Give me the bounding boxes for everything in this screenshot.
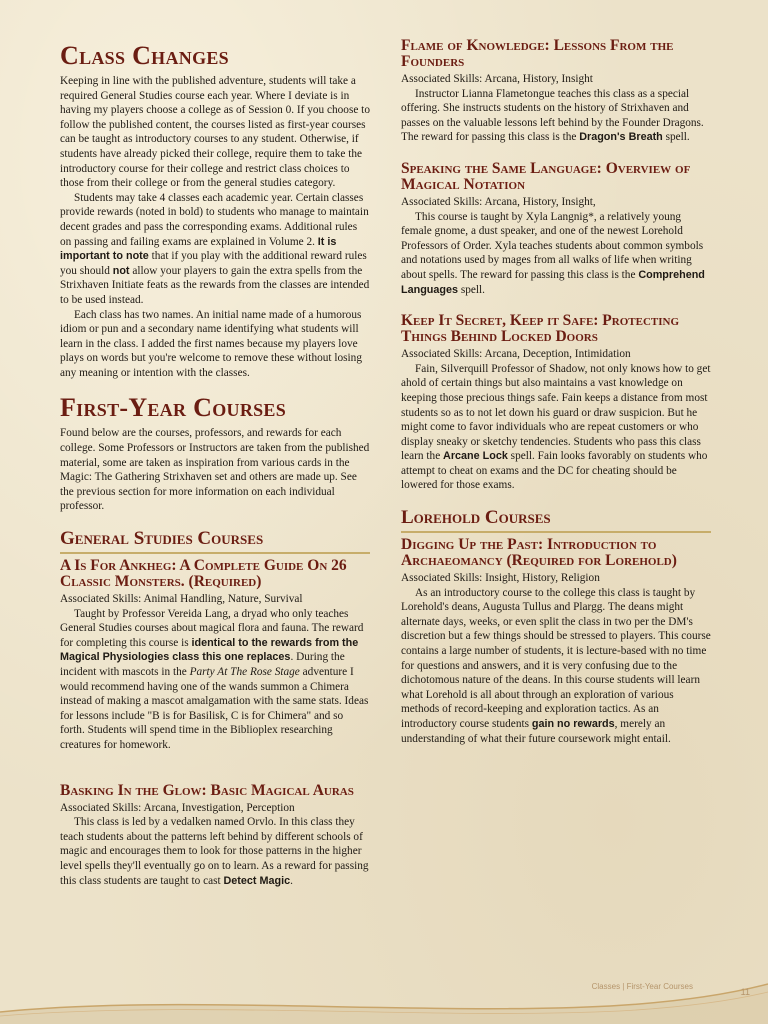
speaking-description: This course is taught by Xyla Langnig*, a relatively young female gnome, a dust speaker, and one of the newest Lorehold Professors of Order. Xyla teaches students about common symbols and notations used by mages from all walks of life when writing about spells. The reward for passing this class is the Comprehend Languages spell. <box>401 210 705 296</box>
flame-skills: Associated Skills: Arcana, History, Insight <box>401 73 593 85</box>
class-changes-paragraph-1: Keeping in line with the published adventure, students will take a required General Studies course each year. Where I deviate is in having my players choose a college as of Session 0. If you choose to follow the published content, the courses listed as first-year courses can be taught as introductory courses to any student. Otherwise, if students have already picked their college, require them to take the introductory course for their college and restrict class choices to those from their college or from the general studies category. <box>60 75 370 190</box>
digging-description: As an introductory course to the college this class is taught by Lorehold's deans, Augusta Tullus and Plargg. The deans might alternate days, weeks, or even split the class in two per the DM's discretion but a few things should be stressed to players. This course contains a large number of students, it is lecture-based with no time for questions and answers, and it is very confusing due to the dichotomous nature of the deans. In this course students will learn what Lorehold is all about through an exploration of various methods of record-keeping and exploration tactics. As an introductory course students gain no rewards, merely an understanding of what their future coursework might entail. <box>401 586 711 745</box>
right-column <box>401 38 711 746</box>
first-year-paragraph: Found below are the courses, professors, and rewards for each college. Some Professors or Instructors are taken from the published material, some are taken as inspiration from various cards in the Magic: The Gathering Strixhaven set and others are made up. See the previous section for more information on each individual professor. <box>60 427 370 513</box>
party-rose-stage-italic: Party At The Rose Stage <box>189 666 300 678</box>
footer-section-label: Classes | First-Year Courses <box>591 982 693 991</box>
flame-course-title: Flame of Knowledge: Lessons From the Founders <box>401 37 674 70</box>
general-studies-heading: General Studies Courses <box>60 528 370 554</box>
class-changes-paragraph-3: Each class has two names. An initial name made of a humorous idiom or pun and a secondary name identifying what students will learn in the class. I added the first names because my players love plays on words but you're welcome to remove these without losing any meaning or intention with the classes. <box>60 308 362 379</box>
secret-course-title: Keep It Secret, Keep it Safe: Protecting Things Behind Locked Doors <box>401 312 680 346</box>
digging-course-title: Digging Up the Past: Introduction to Archaeomancy (Required for Lorehold) <box>401 536 677 570</box>
digging-skills: Associated Skills: Insight, History, Religion <box>401 572 600 585</box>
flame-description: Instructor Lianna Flametongue teaches this class as a special offering. She instructs students on the history of Strixhaven and passes on the valuable lessons left behind by the Founder Dragons. The reward for passing this class is the Dragon's Breath spell. <box>401 87 704 144</box>
secret-skills: Associated Skills: Arcana, Deception, Intimidation <box>401 348 631 361</box>
first-year-courses-heading: First-Year Courses <box>60 393 287 423</box>
class-changes-heading: Class Changes <box>60 41 229 70</box>
basking-course-title: Basking In the Glow: Basic Magical Auras <box>60 781 354 799</box>
dragons-breath-bold: Dragon's Breath <box>579 131 663 144</box>
speaking-course-title: Speaking the Same Language: Overview of Magical Notation <box>401 159 691 193</box>
gain-no-rewards-bold: gain no rewards <box>531 718 615 730</box>
left-column <box>60 42 370 888</box>
detect-magic-bold: Detect Magic <box>223 874 291 887</box>
ankheg-course-title: A Is For Ankheg: A Complete Guide On 26 Classic Monsters. (Required) <box>60 557 347 591</box>
page-number: 11 <box>740 987 750 997</box>
ankheg-description: Taught by Professor Vereida Lang, a dryad who only teaches General Studies courses about magical flora and fauna. The reward for completing this course is identical to the rewards from the Magical Physiologies class this one replaces. During the incident with mascots in the Party At The Rose Stage adventure I would recommend having one of the wands summon a Chimera instead of making a mascot amalgamation with the same stats. Ideas for lessons include "B is for Basilisk, C is for Chimera" and so forth. Students will spend time in the Biblioplex researching creatures for homework. <box>60 607 369 751</box>
speaking-skills: Associated Skills: Arcana, History, Insight, <box>401 195 596 208</box>
ankheg-reward-bold: identical to the rewards from the Magical Physiologies class this one replaces <box>60 636 359 664</box>
lorehold-courses-heading: Lorehold Courses <box>401 507 711 533</box>
not-bold: not <box>112 264 130 277</box>
basking-skills: Associated Skills: Arcana, Investigation, Perception <box>60 801 295 814</box>
secret-description: Fain, Silverquill Professor of Shadow, not only knows how to get ahold of certain things but also maintains a vast knowledge on keeping those precious things safe. Fain keeps a distance from most students so as to not let down his guard or draw suspicion. But he might come to favor individuals who are repeat customers or who display sneaky or sketchy tendencies. Students who pass this class learn the Arcane Lock spell. Fain looks favorably on students who attempt to cheat on exams and the DC for cheating should be lowered for those exams. <box>401 362 711 492</box>
basking-description: This class is led by a vedalken named Orvlo. In this class they teach students about the patterns left behind by different schools of magic and encourages them to look for those patterns in the higher level spells they'll eventually go on to learn. As a reward for passing this class students are taught to cast Detect Magic. <box>60 816 369 887</box>
page-footer <box>0 954 768 1024</box>
important-note-bold: It is important to note <box>60 235 337 263</box>
arcane-lock-bold: Arcane Lock <box>443 450 508 463</box>
comprehend-languages-bold: Comprehend Languages <box>401 268 705 296</box>
ankheg-skills: Associated Skills: Animal Handling, Nature, Survival <box>60 593 303 606</box>
class-changes-paragraph-2: Students may take 4 classes each academic year. Certain classes provide rewards (noted in bold) to students who manage to maintain decent grades and pass the corresponding exams. Additional rules on passing and failing exams are explained in Volume 2. It is important to note that if you play with the additional reward rules you should not allow your players to gain the extra spells from the Strixhaven Initiate feats as the rewards from the classes are intended to be used instead. <box>60 191 370 306</box>
